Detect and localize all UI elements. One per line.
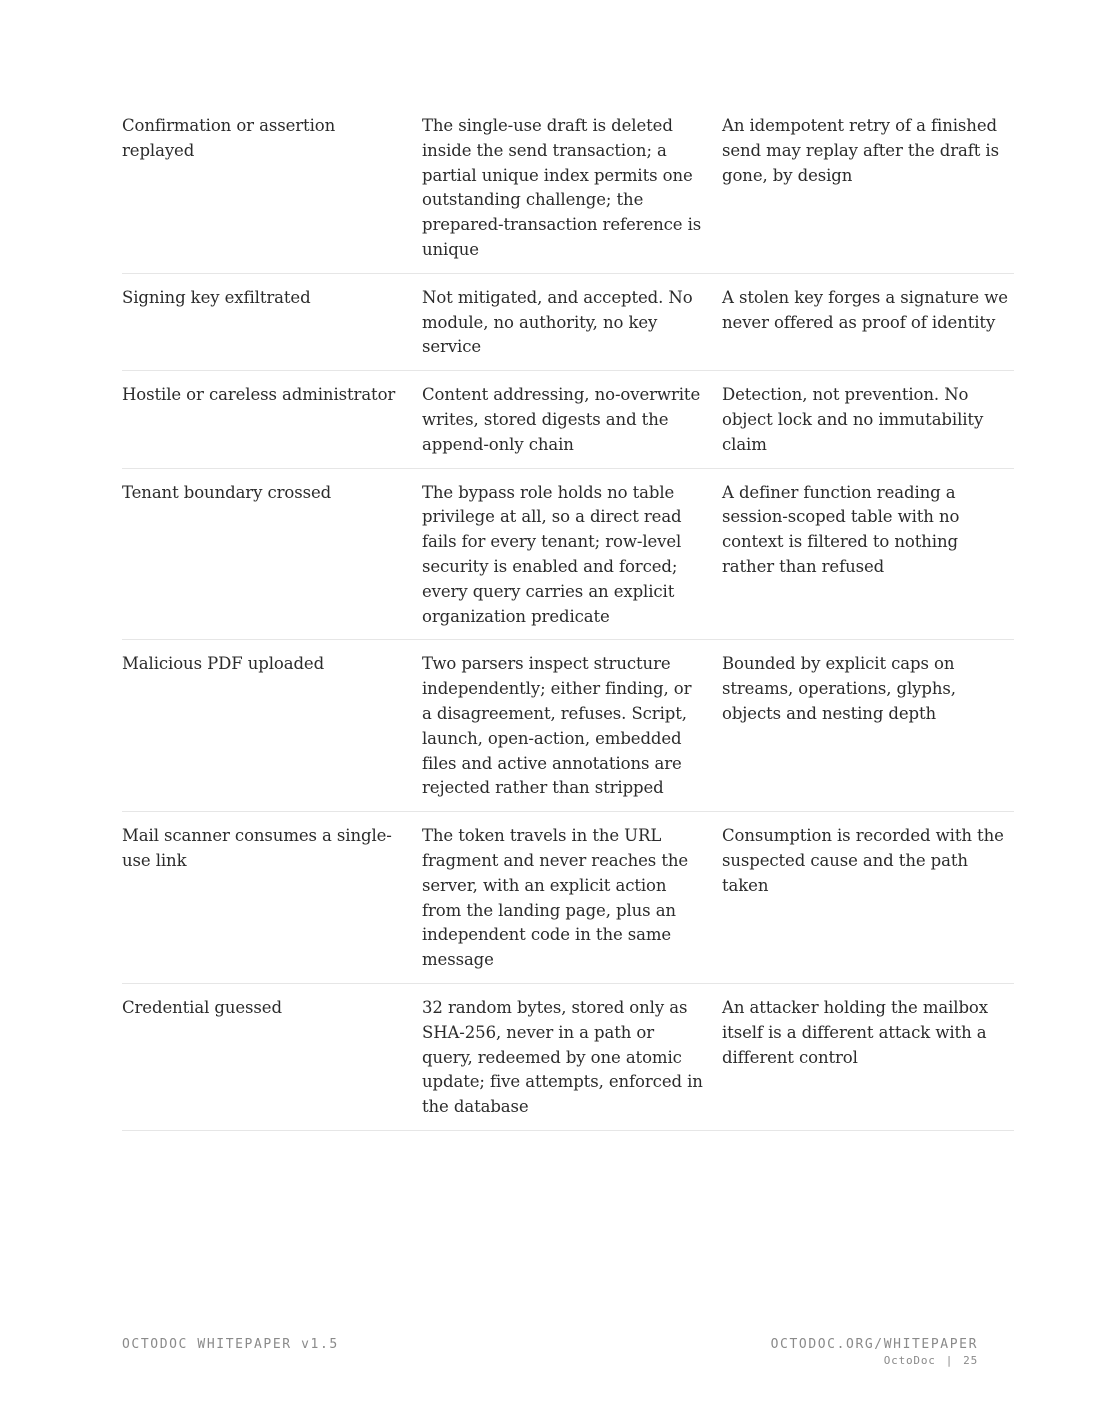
limit-cell: Consumption is recorded with the suspected cause and the path taken (722, 812, 1014, 984)
control-cell: The token travels in the URL fragment and never reaches the server, with an explicit action from the landing page, plus an independent code in the same message (422, 812, 722, 984)
page-number: 25 (963, 1354, 978, 1367)
footer-right-block (771, 1337, 978, 1367)
table-row (122, 273, 1014, 370)
table-row (122, 812, 1014, 984)
limit-cell: A stolen key forges a signature we never offered as proof of identity (722, 273, 1014, 370)
control-cell: 32 random bytes, stored only as SHA-256, never in a path or query, redeemed by one atomic update; five attempts, enforced in the database (422, 983, 722, 1130)
footer-brand: OctoDoc (883, 1354, 936, 1367)
threat-cell: Mail scanner consumes a single-use link (122, 812, 422, 984)
control-cell: Not mitigated, and accepted. No module, no authority, no key service (422, 273, 722, 370)
footer-meta (771, 1354, 978, 1367)
page-content (122, 114, 1008, 1131)
footer-doc-title: OCTODOC WHITEPAPER v1.5 (122, 1337, 339, 1352)
limit-cell: Detection, not prevention. No object lock and no immutability claim (722, 371, 1014, 468)
threat-cell: Tenant boundary crossed (122, 468, 422, 640)
limit-cell: An attacker holding the mailbox itself is a different attack with a different control (722, 983, 1014, 1130)
table-row (122, 640, 1014, 812)
footer-url: OCTODOC.ORG/WHITEPAPER (770, 1337, 978, 1352)
threat-cell: Hostile or careless administrator (122, 371, 422, 468)
limit-cell: A definer function reading a session-scoped table with no context is filtered to nothing rather than refused (722, 468, 1014, 640)
control-cell: Content addressing, no-overwrite writes, stored digests and the append-only chain (422, 371, 722, 468)
threat-cell: Malicious PDF uploaded (122, 640, 422, 812)
threat-table-body (122, 114, 1014, 1130)
threat-cell: Credential guessed (122, 983, 422, 1130)
control-cell: The bypass role holds no table privilege at all, so a direct read fails for every tenant; row-level security is enabled and forced; every query carries an explicit organization predicate (422, 468, 722, 640)
table-row (122, 114, 1014, 273)
threat-cell: Signing key exfiltrated (122, 273, 422, 370)
threat-cell: Confirmation or assertion replayed (122, 114, 422, 273)
limit-cell: Bounded by explicit caps on streams, operations, glyphs, objects and nesting depth (722, 640, 1014, 812)
table-row (122, 371, 1014, 468)
limit-cell: An idempotent retry of a finished send may replay after the draft is gone, by design (722, 114, 1014, 273)
table-row (122, 983, 1014, 1130)
control-cell: The single-use draft is deleted inside the send transaction; a partial unique index permits one outstanding challenge; the prepared-transaction reference is unique (422, 114, 722, 273)
table-row (122, 468, 1014, 640)
threat-table (122, 114, 1014, 1131)
control-cell: Two parsers inspect structure independently; either finding, or a disagreement, refuses. Script, launch, open-action, embedded files and active annotations are rejected rather than stripped (422, 640, 722, 812)
footer-separator: | (945, 1354, 954, 1367)
